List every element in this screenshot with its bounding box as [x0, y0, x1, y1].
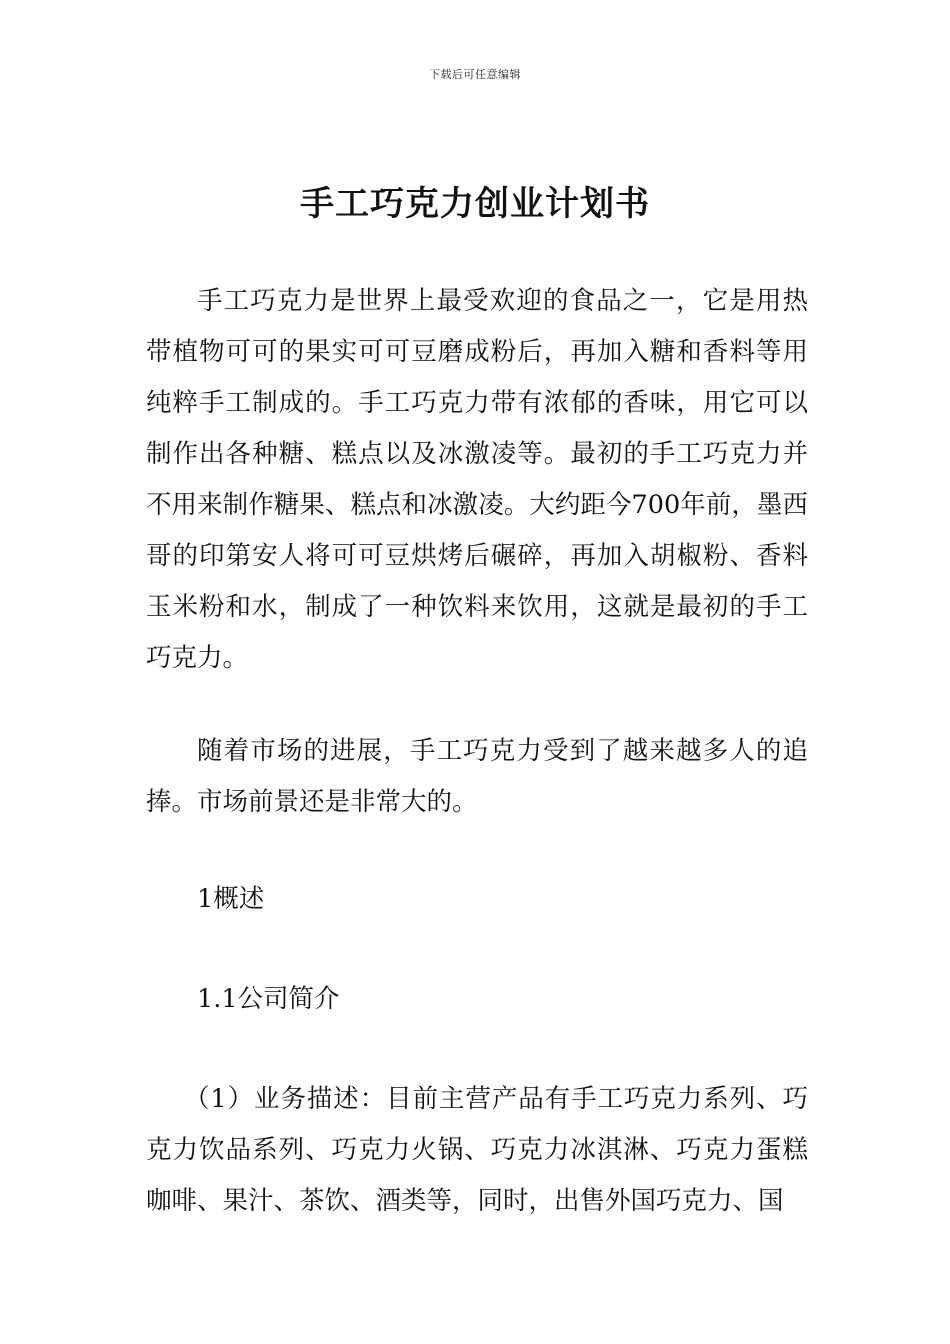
document-title: 手工巧克力创业计划书: [300, 184, 650, 224]
company-intro-heading-section: [146, 974, 808, 1025]
intro-section: [146, 276, 808, 684]
overview-heading-section: [146, 874, 808, 925]
business-paragraph: （1）业务描述：目前主营产品有手工巧克力系列、巧克力饮品系列、巧克力火锅、巧克力冰淇淋、巧克力蛋糕咖啡、果汁、茶饮、酒类等，同时，出售外国巧克力、国: [146, 1084, 808, 1216]
market-paragraph: 随着市场的进展，手工巧克力受到了越来越多人的追捧。市场前景还是非常大的。: [146, 736, 808, 817]
market-section: [146, 726, 808, 828]
header-note: 下载后可任意编辑: [429, 68, 521, 81]
company-intro-heading: 1.1公司简介: [197, 984, 340, 1014]
intro-paragraph: 手工巧克力是世界上最受欢迎的食品之一，它是用热带植物可可的果实可可豆磨成粉后，再加入糖和香料等用纯粹手工制成的。手工巧克力带有浓郁的香味，用它可以制作出各种糖、糕点以及冰激凌等。最初的手工巧克力并不用来制作糖果、糕点和冰激凌。大约距今700年前，墨西哥的印第安人将可可豆烘烤后碾碎，再加入胡椒粉、香料玉米粉和水，制成了一种饮料来饮用，这就是最初的手工巧克力。: [146, 286, 808, 673]
business-section: [146, 1074, 808, 1227]
overview-heading: 1概述: [197, 884, 265, 914]
